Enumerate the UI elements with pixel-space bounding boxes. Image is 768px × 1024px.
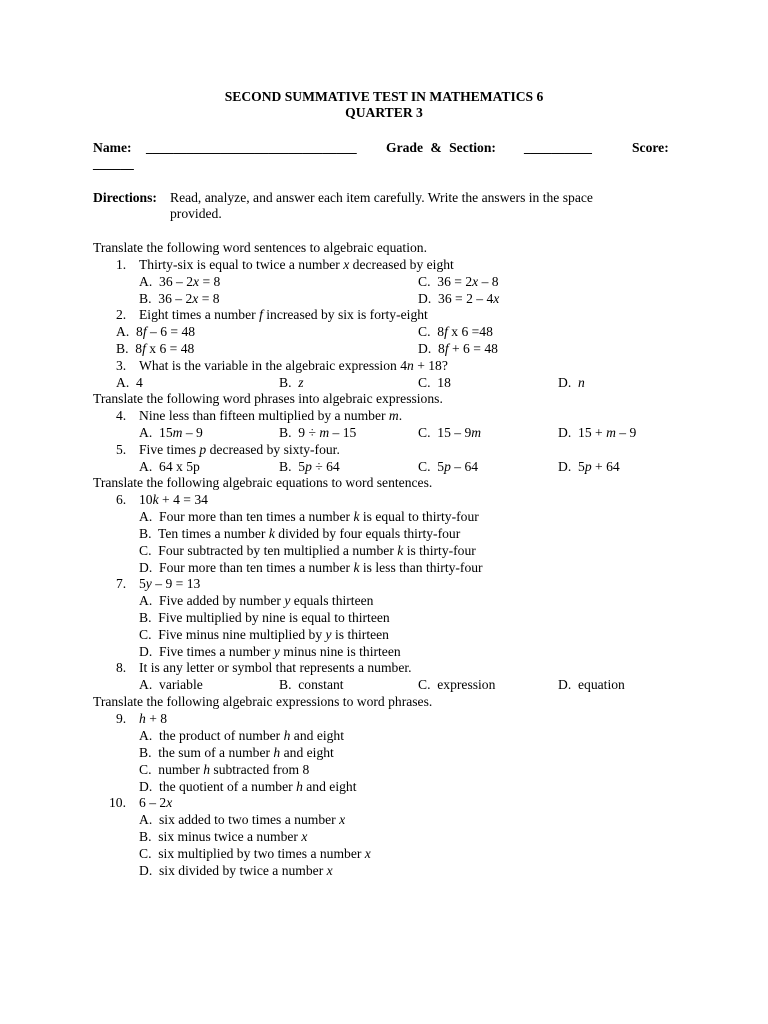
question-2-option-d	[418, 340, 498, 357]
variable-text: x	[364, 846, 371, 861]
question-3-option-b	[279, 374, 304, 391]
question-number-2: 2.	[116, 307, 127, 322]
text-run: expression	[437, 677, 496, 692]
variable-text: x	[192, 291, 199, 306]
question-number-5: 5.	[116, 442, 127, 457]
variable-text: m	[172, 425, 183, 440]
variable-text: f	[444, 341, 449, 356]
text-run: 5	[139, 576, 146, 591]
option-letter: A.	[139, 593, 153, 608]
text-run: What is the variable in the algebraic expression 4	[139, 358, 407, 373]
text-run: 36 = 2 – 4	[438, 291, 494, 306]
option-spacer	[152, 863, 159, 878]
score-label: Score:	[632, 140, 669, 155]
text-run: variable	[159, 677, 203, 692]
question-10-option-c	[139, 845, 371, 862]
option-letter: C.	[418, 324, 431, 339]
option-spacer	[129, 324, 136, 339]
question-10-option-a	[139, 811, 345, 828]
option-letter: C.	[139, 627, 152, 642]
text-run: + 8	[145, 711, 168, 726]
option-letter: D.	[139, 644, 153, 659]
option-letter: B.	[116, 341, 129, 356]
text-run: Nine less than fifteen multiplied by a number	[139, 408, 389, 423]
question-3-text	[139, 357, 448, 374]
option-letter: B.	[279, 459, 292, 474]
option-letter: C.	[418, 459, 431, 474]
question-6-option-b	[139, 525, 460, 542]
grade-section-label: Grade & Section:	[386, 140, 496, 155]
text-run: – 64	[450, 459, 479, 474]
question-2-option-c	[418, 323, 493, 340]
variable-text: x	[166, 795, 173, 810]
option-letter: D.	[558, 677, 572, 692]
text-run: and eight	[302, 779, 357, 794]
text-run: Five times	[139, 442, 200, 457]
text-run: Five times a number	[159, 644, 274, 659]
variable-text: p	[305, 459, 312, 474]
text-run: decreased by sixty-four.	[206, 442, 340, 457]
name-blank: _______________________________	[146, 140, 357, 155]
question-6-option-d	[139, 559, 483, 576]
question-4-text	[139, 407, 402, 424]
option-letter: B.	[279, 375, 292, 390]
text-run: is equal to thirty-four	[359, 509, 479, 524]
variable-text: p	[584, 459, 592, 474]
option-letter: D.	[139, 863, 153, 878]
question-number-10: 10.	[109, 795, 126, 810]
option-spacer	[571, 425, 578, 440]
variable-text: k	[268, 526, 275, 541]
text-run: Four more than ten times a number	[159, 509, 354, 524]
text-run: 8	[135, 341, 143, 356]
question-4-option-a	[139, 424, 203, 441]
grade-section-blank: __________	[524, 140, 592, 155]
directions-text: Read, analyze, and answer each item carefully. Write the answers in the space	[170, 190, 593, 205]
text-run: 5	[437, 459, 445, 474]
text-run: – 8	[478, 274, 499, 289]
page-subtitle: QUARTER 3	[345, 105, 423, 120]
option-spacer	[152, 812, 159, 827]
question-9-option-d	[139, 778, 356, 795]
question-number-3: 3.	[116, 358, 127, 373]
text-run: 5	[298, 459, 306, 474]
variable-text: h	[283, 728, 291, 743]
question-number-9: 9.	[116, 711, 127, 726]
text-run: 15 – 9	[437, 425, 472, 440]
text-run: – 6 = 48	[146, 324, 196, 339]
directions-label: Directions:	[93, 190, 157, 205]
variable-text: n	[407, 358, 414, 373]
variable-text: k	[353, 509, 360, 524]
question-7-option-d	[139, 643, 401, 660]
text-run: 36 = 2	[437, 274, 473, 289]
text-run: 36 – 2	[159, 274, 193, 289]
question-8-option-d	[558, 676, 625, 693]
option-letter: A.	[139, 459, 153, 474]
option-spacer	[152, 509, 159, 524]
variable-text: x	[326, 863, 333, 878]
option-letter: D.	[558, 459, 572, 474]
section-instruction-2: Translate the following word phrases into algebraic expressions.	[93, 391, 443, 406]
option-letter: D.	[139, 779, 153, 794]
text-run: Ten times a number	[158, 526, 269, 541]
option-spacer	[571, 375, 578, 390]
question-2-text	[139, 306, 428, 323]
text-run: Eight times a number	[139, 307, 260, 322]
text-run: six minus twice a number	[158, 829, 302, 844]
question-6-option-a	[139, 508, 479, 525]
text-run: Four subtracted by ten multiplied a number	[158, 543, 398, 558]
text-run: Thirty-six is equal to twice a number	[139, 257, 344, 272]
option-letter: C.	[418, 274, 431, 289]
question-8-option-b	[279, 676, 344, 693]
option-letter: D.	[558, 375, 572, 390]
name-label: Name:	[93, 140, 132, 155]
text-run: subtracted from 8	[210, 762, 310, 777]
option-letter: C.	[418, 677, 431, 692]
text-run: + 64	[591, 459, 620, 474]
variable-text: y	[284, 593, 291, 608]
question-1-option-d	[418, 290, 499, 307]
question-8-option-c	[418, 676, 495, 693]
option-letter: B.	[279, 677, 292, 692]
option-letter: D.	[418, 291, 432, 306]
text-run: ÷ 64	[311, 459, 340, 474]
option-spacer	[152, 425, 159, 440]
text-run: decreased by eight	[349, 257, 454, 272]
option-spacer	[129, 375, 136, 390]
variable-text: y	[145, 576, 152, 591]
option-letter: A.	[139, 274, 153, 289]
question-number-1: 1.	[116, 257, 127, 272]
text-run: – 9	[182, 425, 203, 440]
option-spacer	[152, 274, 159, 289]
question-6-text	[139, 491, 208, 508]
variable-text: f	[142, 324, 147, 339]
variable-text: f	[142, 341, 146, 356]
variable-text: x	[472, 274, 479, 289]
option-letter: D.	[139, 560, 153, 575]
text-run: 36 – 2	[158, 291, 193, 306]
option-letter: B.	[139, 829, 152, 844]
variable-text: k	[152, 492, 159, 507]
option-letter: C.	[418, 375, 431, 390]
option-letter: D.	[558, 425, 572, 440]
question-6-option-c	[139, 542, 476, 559]
text-run: 5	[578, 459, 585, 474]
option-letter: A.	[139, 728, 153, 743]
option-letter: A.	[116, 375, 130, 390]
variable-text: x	[193, 274, 200, 289]
text-run: Five added by number	[159, 593, 285, 608]
question-4-option-c	[418, 424, 481, 441]
score-blank: ______	[93, 156, 134, 171]
text-run: and eight	[290, 728, 344, 743]
text-run: 8	[136, 324, 143, 339]
question-5-option-d	[558, 458, 620, 475]
text-run: the sum of a number	[158, 745, 274, 760]
page-title: SECOND SUMMATIVE TEST IN MATHEMATICS 6	[224, 89, 544, 104]
variable-text: x	[339, 812, 346, 827]
question-9-text	[139, 710, 167, 727]
option-spacer	[152, 644, 159, 659]
option-spacer	[431, 291, 438, 306]
variable-text: k	[397, 543, 404, 558]
text-run: increased by six is forty-eight	[262, 307, 428, 322]
question-1-option-b	[139, 290, 220, 307]
variable-text: x	[301, 829, 308, 844]
question-2-option-a	[116, 323, 195, 340]
option-letter: C.	[139, 543, 152, 558]
variable-text: h	[273, 745, 281, 760]
text-run: x 6 = 48	[145, 341, 195, 356]
section-instruction-4: Translate the following algebraic expressions to word phrases.	[93, 694, 433, 709]
variable-text: x	[343, 257, 350, 272]
option-letter: B.	[139, 745, 152, 760]
option-letter: B.	[139, 610, 152, 625]
question-5-option-a	[139, 458, 200, 475]
text-run: 4	[136, 375, 143, 390]
text-run: the quotient of a number	[159, 779, 297, 794]
variable-text: p	[199, 442, 207, 457]
text-run: = 8	[198, 291, 220, 306]
text-run: – 9 = 13	[151, 576, 201, 591]
text-run: is thirteen	[331, 627, 389, 642]
text-run: 9 ÷	[298, 425, 320, 440]
option-letter: B.	[139, 291, 152, 306]
text-run: = 8	[199, 274, 221, 289]
question-10-option-d	[139, 862, 333, 879]
option-spacer	[431, 341, 438, 356]
question-8-text	[139, 659, 412, 676]
variable-text: h	[296, 779, 303, 794]
variable-text: f	[259, 307, 263, 322]
text-run: It is any letter or symbol that represents a number.	[139, 660, 412, 675]
text-run: 6 – 2	[139, 795, 167, 810]
option-spacer	[152, 560, 159, 575]
text-run: 64 x 5p	[159, 459, 200, 474]
question-1-option-c	[418, 273, 499, 290]
variable-text: n	[578, 375, 585, 390]
text-run: Five minus nine multiplied by	[158, 627, 326, 642]
option-letter: A.	[139, 677, 153, 692]
question-9-option-b	[139, 744, 334, 761]
question-3-option-a	[116, 374, 143, 391]
question-number-8: 8.	[116, 660, 127, 675]
text-run: six divided by twice a number	[159, 863, 327, 878]
directions-text-continued: provided.	[170, 206, 222, 221]
variable-text: y	[325, 627, 332, 642]
question-4-option-d	[558, 424, 636, 441]
text-run: 8	[437, 324, 445, 339]
variable-text: m	[319, 425, 330, 440]
question-number-7: 7.	[116, 576, 127, 591]
text-run: – 15	[329, 425, 357, 440]
question-1-option-a	[139, 273, 220, 290]
question-5-option-c	[418, 458, 478, 475]
text-run: .	[398, 408, 403, 423]
question-1-text	[139, 256, 454, 273]
question-10-option-b	[139, 828, 307, 845]
text-run: + 18?	[413, 358, 448, 373]
text-run: 15	[159, 425, 173, 440]
option-letter: C.	[139, 762, 152, 777]
variable-text: f	[444, 324, 448, 339]
option-letter: A.	[139, 425, 153, 440]
question-8-option-a	[139, 676, 203, 693]
text-run: six added to two times a number	[159, 812, 340, 827]
question-7-text	[139, 575, 200, 592]
variable-text: m	[388, 408, 399, 423]
text-run: is less than thirty-four	[359, 560, 483, 575]
text-run: 10	[139, 492, 153, 507]
question-5-text	[139, 441, 340, 458]
option-letter: A.	[139, 509, 153, 524]
text-run: constant	[298, 677, 344, 692]
option-spacer	[571, 677, 578, 692]
text-run: Five multiplied by nine is equal to thirteen	[158, 610, 390, 625]
question-5-option-b	[279, 458, 340, 475]
variable-text: p	[444, 459, 451, 474]
option-spacer	[152, 728, 159, 743]
option-spacer	[571, 459, 578, 474]
option-spacer	[152, 593, 159, 608]
variable-text: y	[273, 644, 280, 659]
option-letter: B.	[139, 526, 152, 541]
option-letter: B.	[279, 425, 292, 440]
text-run: 18	[437, 375, 451, 390]
text-run: Four more than ten times a number	[159, 560, 354, 575]
question-number-6: 6.	[116, 492, 127, 507]
option-spacer	[152, 677, 159, 692]
text-run: and eight	[280, 745, 334, 760]
section-instruction-1: Translate the following word sentences to algebraic equation.	[93, 240, 427, 255]
text-run: is thirty-four	[403, 543, 476, 558]
question-3-option-c	[418, 374, 451, 391]
variable-text: h	[203, 762, 210, 777]
question-3-option-d	[558, 374, 585, 391]
text-run: 8	[438, 341, 445, 356]
option-letter: A.	[116, 324, 130, 339]
option-letter: C.	[418, 425, 431, 440]
variable-text: x	[493, 291, 500, 306]
text-run: divided by four equals thirty-four	[274, 526, 461, 541]
option-letter: C.	[139, 846, 152, 861]
text-run: the product of number	[159, 728, 284, 743]
section-instruction-3: Translate the following algebraic equations to word sentences.	[93, 475, 433, 490]
option-spacer	[152, 779, 159, 794]
text-run: six multiplied by two times a number	[158, 846, 365, 861]
text-run: – 9	[615, 425, 637, 440]
text-run: number	[158, 762, 204, 777]
question-7-option-c	[139, 626, 389, 643]
text-run: x 6 =48	[447, 324, 493, 339]
variable-text: m	[471, 425, 482, 440]
variable-text: z	[298, 375, 304, 390]
variable-text: m	[606, 425, 616, 440]
text-run: + 4 = 34	[158, 492, 208, 507]
option-letter: A.	[139, 812, 153, 827]
text-run: 15 +	[578, 425, 607, 440]
text-run: equation	[578, 677, 625, 692]
option-spacer	[152, 459, 159, 474]
question-7-option-a	[139, 592, 373, 609]
question-2-option-b	[116, 340, 194, 357]
question-number-4: 4.	[116, 408, 127, 423]
text-run: minus nine is thirteen	[279, 644, 401, 659]
question-10-text	[139, 794, 172, 811]
question-9-option-a	[139, 727, 344, 744]
option-letter: D.	[418, 341, 432, 356]
variable-text: h	[139, 711, 146, 726]
variable-text: k	[353, 560, 360, 575]
text-run: equals thirteen	[290, 593, 374, 608]
text-run: + 6 = 48	[448, 341, 498, 356]
question-9-option-c	[139, 761, 309, 778]
question-4-option-b	[279, 424, 356, 441]
question-7-option-b	[139, 609, 390, 626]
